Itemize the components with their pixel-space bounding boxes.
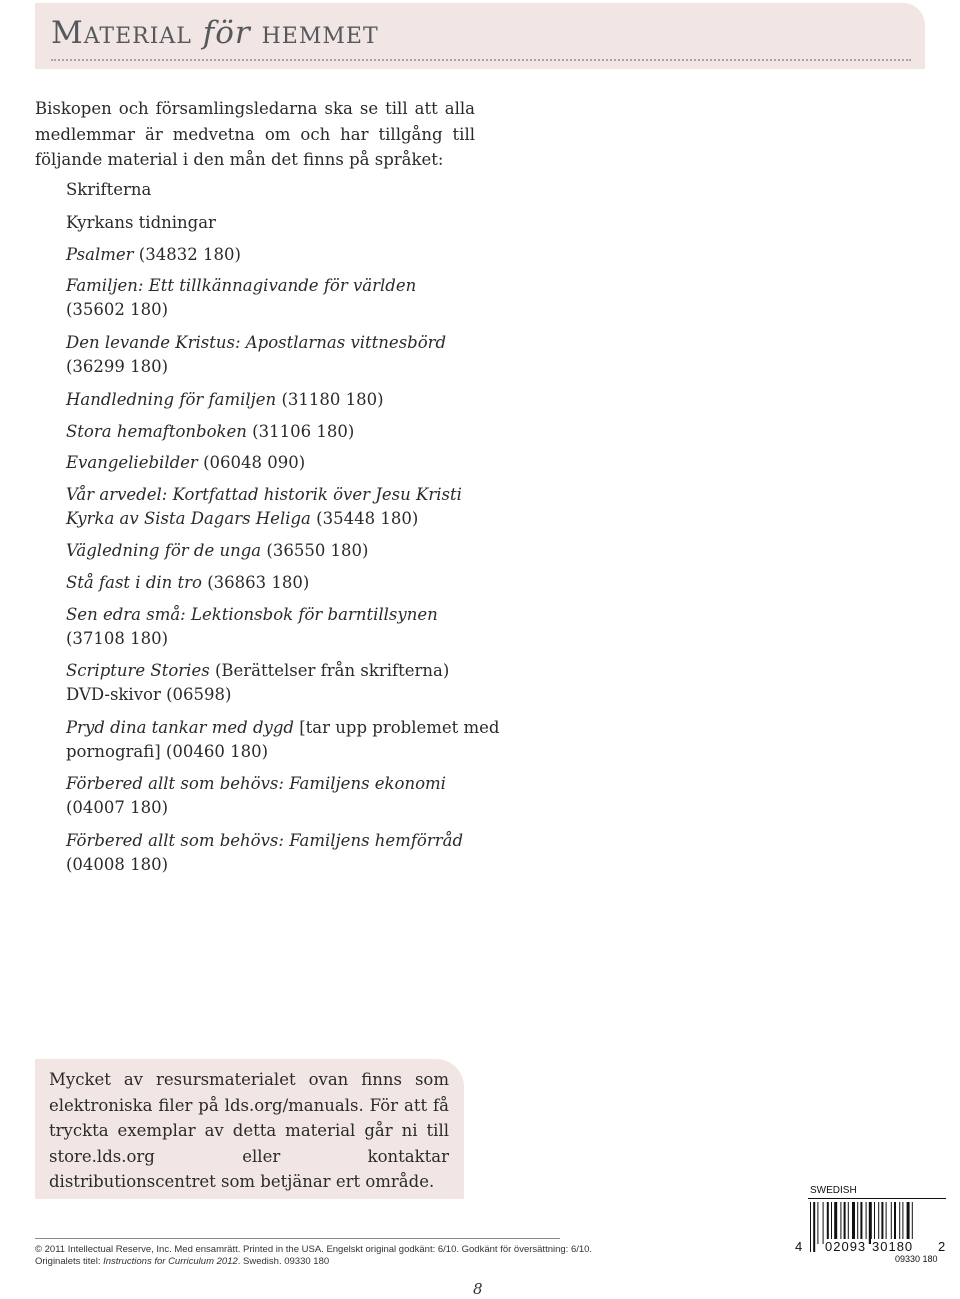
barcode-bar: [852, 1202, 855, 1244]
item-title: Evangeliebilder: [66, 453, 198, 472]
item-code: pornografi] (00460 180): [66, 742, 269, 761]
list-item: [66, 772, 486, 820]
copyright-line-2-suffix: . Swedish. 09330 180: [237, 1256, 330, 1267]
item-title: Psalmer: [66, 245, 134, 264]
item-code: (06048 090): [203, 453, 306, 472]
item-code: (31180 180): [281, 390, 384, 409]
list-item: [66, 659, 486, 707]
barcode-bar: [827, 1202, 829, 1244]
list-item: [66, 420, 486, 444]
list-item: [66, 571, 486, 595]
barcode-group-2: 30180: [872, 1239, 914, 1254]
list-item: [66, 539, 486, 563]
copyright-notice: [35, 1244, 635, 1268]
list-item: [66, 716, 500, 764]
item-title: Vår arvedel: Kortfattad historik över Jesu Kristi: [66, 485, 462, 504]
item-title: Sen edra små: Lektionsbok för barntillsynen: [66, 605, 438, 624]
item-extra: (Berättelser från skrifterna): [214, 661, 450, 680]
barcode-bar: [857, 1202, 858, 1244]
barcode-item-number: 09330 180: [895, 1254, 938, 1264]
barcode-bar: [840, 1202, 841, 1244]
item-code: (36863 180): [207, 573, 310, 592]
barcode-bar: [874, 1202, 875, 1244]
list-item: [66, 243, 486, 267]
item-title: Kyrkans tidningar: [66, 213, 216, 232]
item-title: Familjen: Ett tillkännagivande för världen: [66, 276, 417, 295]
barcode-bar: [881, 1202, 883, 1244]
item-title: Stora hemaftonboken: [66, 422, 247, 441]
item-title: Stå fast i din tro: [66, 573, 202, 592]
barcode-bar: [886, 1202, 887, 1244]
item-title: Den levande Kristus: Apostlarnas vittnesbörd: [66, 333, 447, 352]
list-item: [66, 388, 486, 412]
notice-box: [35, 1059, 464, 1199]
list-item: [66, 331, 486, 379]
barcode-bar: [894, 1202, 896, 1244]
item-code: DVD-skivor (06598): [66, 685, 232, 704]
page-header: [35, 3, 925, 69]
language-rule: [808, 1198, 946, 1199]
barcode-bar: [834, 1202, 837, 1244]
title-word-italic: för: [202, 15, 251, 51]
barcode-bar: [902, 1202, 903, 1244]
page-number: 8: [473, 1280, 483, 1298]
barcode-bar: [878, 1202, 879, 1244]
item-code: (34832 180): [138, 245, 241, 264]
item-extra: [tar upp problemet med: [299, 718, 500, 737]
item-title: Skrifterna: [66, 180, 152, 199]
item-code: (35602 180): [66, 300, 169, 319]
intro-paragraph: Biskopen och församlingsledarna ska se till att alla medlemmar är medvetna om och har tillgång till följande material i den mån det finns på språket:: [35, 99, 475, 169]
barcode-bar: [899, 1202, 900, 1244]
notice-text: Mycket av resursmaterialet ovan finns som elektroniska filer på lds.org/manuals. För att få tryckta exemplar av detta material går ni till store.lds.org eller kontaktar distributionscentret som betjänar ert område.: [49, 1070, 449, 1191]
barcode-bar: [810, 1202, 811, 1252]
list-item: [66, 603, 486, 651]
list-item: [66, 829, 486, 877]
barcode-lead-digit: 4: [795, 1239, 804, 1254]
barcode-bar: [848, 1202, 849, 1244]
list-item: [66, 483, 486, 531]
header-dotted-rule: [51, 59, 911, 61]
item-code: (35448 180): [316, 509, 419, 528]
list-item: [66, 274, 486, 322]
barcode-bar: [813, 1202, 815, 1252]
item-code: (37108 180): [66, 629, 169, 648]
list-item: [66, 178, 486, 202]
item-title: Förbered allt som behövs: Familjens ekonomi: [66, 774, 446, 793]
item-title: Pryd dina tankar med dygd: [66, 718, 294, 737]
original-title: Instructions for Curriculum 2012: [103, 1256, 238, 1267]
barcode-bar: [869, 1202, 872, 1244]
copyright-line-2-prefix: Originalets titel:: [35, 1256, 104, 1267]
footer-rule: [35, 1238, 560, 1239]
item-title: Förbered allt som behövs: Familjens hemförråd: [66, 831, 464, 850]
item-title: Vägledning för de unga: [66, 541, 262, 560]
barcode-tail-digit: 2: [938, 1239, 947, 1254]
barcode-bar: [907, 1202, 910, 1244]
page-title: [51, 15, 379, 51]
barcode-bar: [844, 1202, 846, 1244]
list-item: [66, 451, 486, 475]
item-title-cont: Kyrka av Sista Dagars Heliga: [66, 509, 311, 528]
item-code: (04007 180): [66, 798, 169, 817]
item-code: (31106 180): [252, 422, 355, 441]
barcode-bar: [817, 1202, 818, 1244]
item-title: Handledning för familjen: [66, 390, 277, 409]
barcode-bar: [831, 1202, 832, 1244]
language-label: SWEDISH: [810, 1185, 857, 1196]
barcode-bar: [891, 1202, 892, 1244]
item-code: (36550 180): [266, 541, 369, 560]
item-code: (04008 180): [66, 855, 169, 874]
barcode-group-1: 02093: [825, 1239, 867, 1254]
item-code: (36299 180): [66, 357, 169, 376]
list-item: [66, 211, 486, 235]
barcode-bar: [823, 1202, 824, 1244]
item-title: Scripture Stories: [66, 661, 210, 680]
copyright-line-1: © 2011 Intellectual Reserve, Inc. Med ensamrätt. Printed in the USA. Engelskt original godkänt: 6/10. Godkänt för översättning: 6/10.: [35, 1244, 593, 1255]
title-word-end: hemmet: [261, 15, 379, 51]
title-word-main: Material: [51, 15, 192, 51]
